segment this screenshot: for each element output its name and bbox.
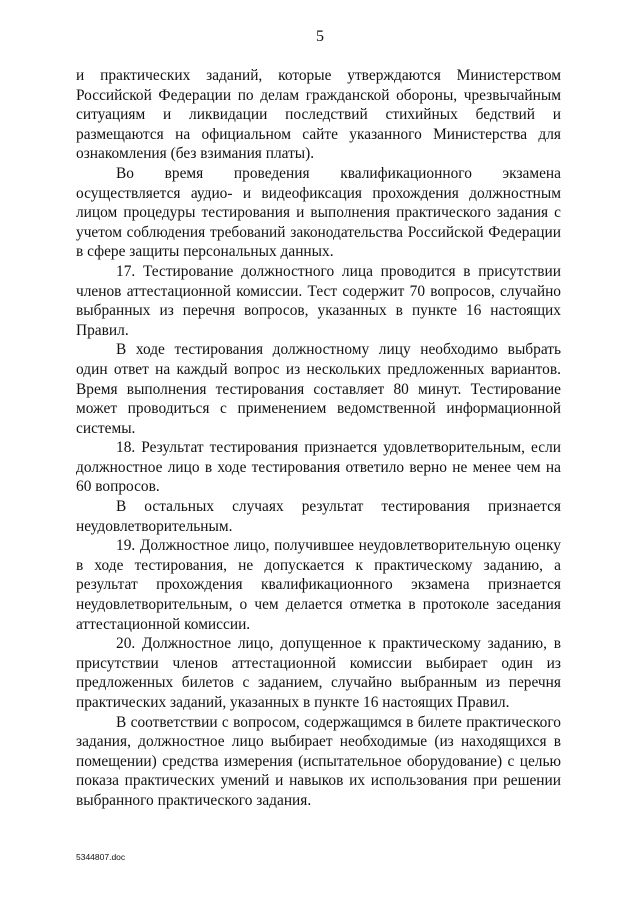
document-footer: 5344807.doc bbox=[76, 852, 126, 862]
paragraph-other-cases: В остальных случаях результат тестирования признается неудовлетворительным. bbox=[76, 498, 561, 535]
paragraph-audio-video: Во время проведения квалификационного экзамена осуществляется аудио- и видеофиксация прохождения должностным лицом процедуры тестирования и выполнения практического задания с учетом соблюдения требований законодательства Российской Федерации в сфере защиты персональных данных. bbox=[76, 164, 561, 261]
paragraph-item-18: 18. Результат тестирования признается удовлетворительным, если должностное лицо в ходе тестирования ответило верно не менее чем на 60 вопросов. bbox=[76, 439, 561, 496]
paragraph-testing-procedure: В ходе тестирования должностному лицу необходимо выбрать один ответ на каждый вопрос из нескольких предложенных вариантов. Время выполнения тестирования составляет 80 минут. Тестирование может проводиться с применением ведомственной информационной системы. bbox=[76, 341, 561, 437]
document-body bbox=[76, 66, 561, 811]
paragraph-continuation: и практических заданий, которые утверждаются Министерством Российской Федерации по делам гражданской обороны, чрезвычайным ситуациям и ликвидации последствий стихийных бедствий и размещаются на официальном сайте указанного Министерства для ознакомления (без взимания платы). bbox=[76, 67, 561, 163]
paragraph-item-17: 17. Тестирование должностного лица проводится в присутствии членов аттестационной комиссии. Тест содержит 70 вопросов, случайно выбранных из перечня вопросов, указанных в пункте 16 настоящих Правил. bbox=[76, 262, 561, 339]
paragraph-item-19: 19. Должностное лицо, получившее неудовлетворительную оценку в ходе тестирования, не допускается к практическому заданию, а результат прохождения квалификационного экзамена признается неудовлетворительным, о чем делается отметка в протоколе заседания аттестационной комиссии. bbox=[76, 537, 561, 633]
page-number: 5 bbox=[316, 28, 324, 45]
paragraph-item-20: 20. Должностное лицо, допущенное к практическому заданию, в присутствии членов аттестационной комиссии выбирает один из предложенных билетов с заданием, случайно выбранным из перечня практических заданий, указанных в пункте 16 настоящих Правил. bbox=[76, 635, 561, 711]
paragraph-practical-task: В соответствии с вопросом, содержащимся в билете практического задания, должностное лицо выбирает необходимые (из находящихся в помещении) средства измерения (испытательное оборудование) с целью показа практических умений и навыков их использования при решении выбранного практического задания. bbox=[76, 713, 561, 809]
